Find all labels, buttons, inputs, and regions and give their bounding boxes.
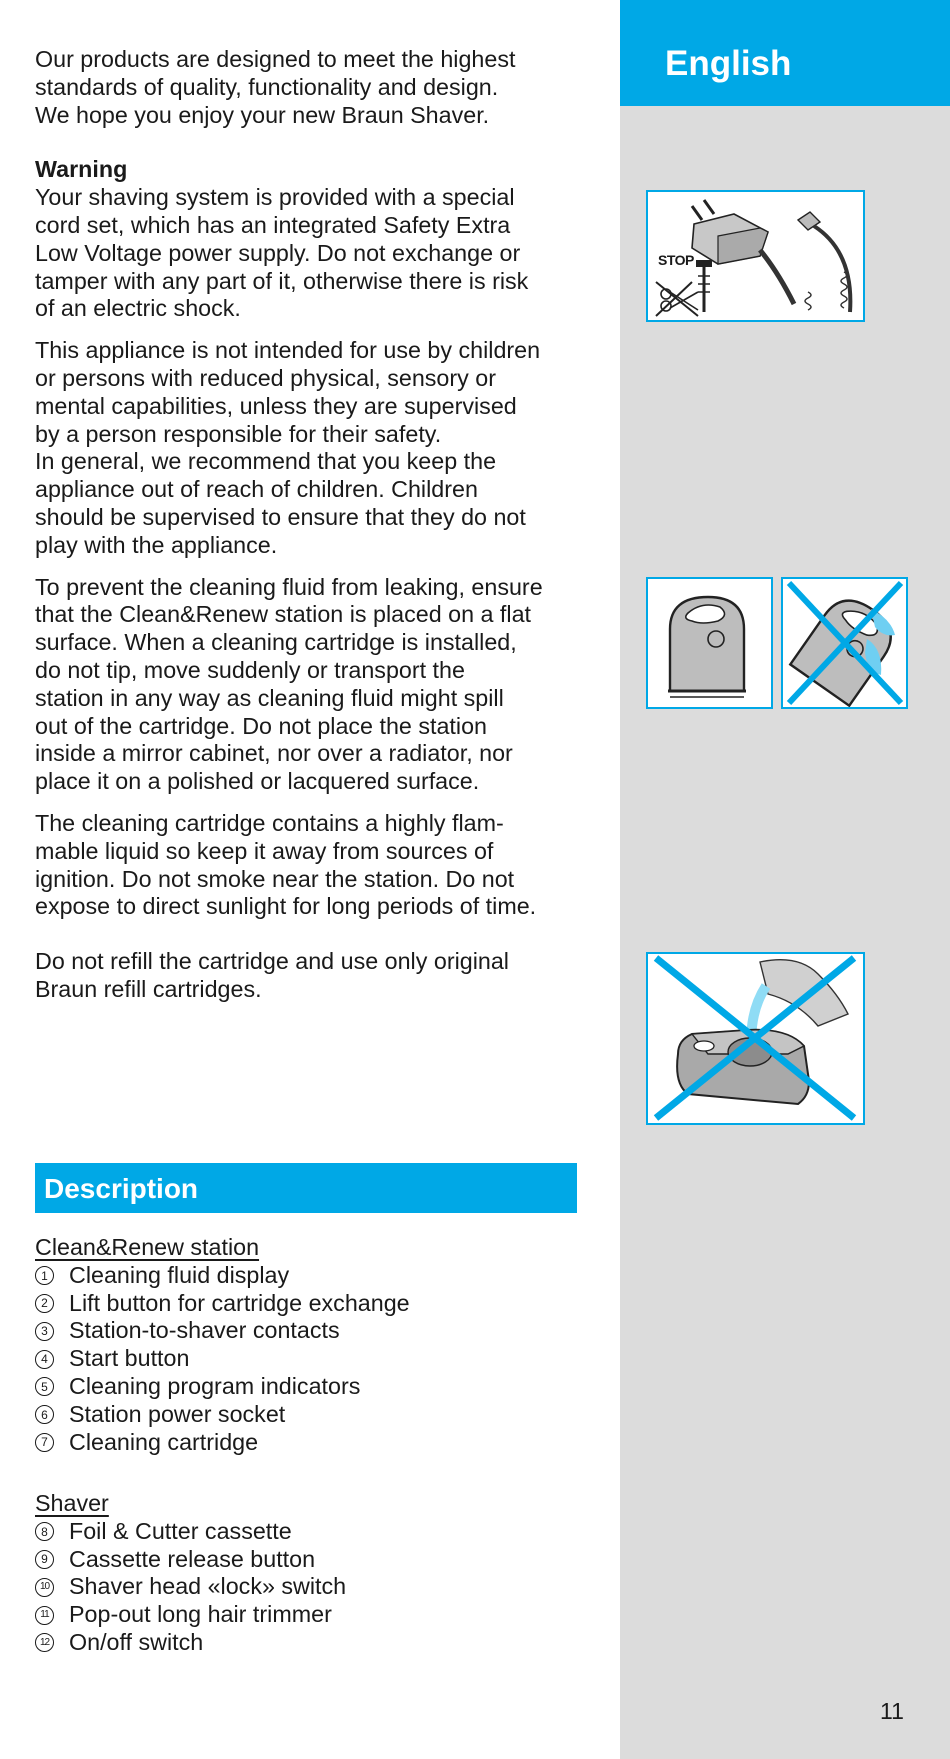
leaking-line: out of the cartridge. Do not place the station [35,712,487,739]
station-tilted-illustration [783,579,906,707]
children-line: This appliance is not intended for use by children [35,337,541,364]
language-label: English [665,44,792,83]
list-item [35,1546,595,1574]
cord-set-figure [646,190,865,322]
main-text [35,46,595,1004]
leaking-line: place it on a polished or lacquered surface. [35,768,480,795]
item-label: Pop-out long hair trimmer [69,1601,332,1628]
item-label: Foil & Cutter cassette [69,1517,292,1544]
shaver-parts-list [35,1490,595,1657]
warning-line: cord set, which has an integrated Safety Extra [35,211,511,238]
children-line: mental capabilities, unless they are supervised [35,392,517,419]
description-title: Description [44,1173,199,1204]
item-label: Cleaning cartridge [69,1428,259,1455]
item-label: On/off switch [69,1628,204,1655]
shaver-heading: Shaver [35,1490,109,1516]
flammable-line: mable liquid so keep it away from sources of [35,837,494,864]
children-line: should be supervised to ensure that they do not [35,503,526,530]
refill-forbidden-figure [646,952,865,1125]
item-number: 3 [35,1322,54,1341]
list-item [35,1518,595,1546]
item-number: 11 [35,1606,54,1625]
intro-line: Our products are designed to meet the highest [35,46,516,72]
list-item [35,1601,595,1629]
item-number: 8 [35,1522,54,1541]
station-heading: Clean&Renew station [35,1234,260,1260]
flammable-line: The cleaning cartridge contains a highly flam- [35,809,504,836]
warning-line: of an electric shock. [35,295,241,322]
item-number: 1 [35,1266,54,1285]
intro-line: We hope you enjoy your new Braun Shaver. [35,101,490,128]
station-upright-figure [646,577,773,709]
warning-line: Your shaving system is provided with a special [35,184,515,211]
scissors-icon [652,258,732,318]
list-item [35,1629,595,1657]
children-line: play with the appliance. [35,531,278,558]
item-number: 6 [35,1405,54,1424]
leaking-line: station in any way as cleaning fluid might spill [35,684,504,711]
item-label: Start button [69,1345,190,1372]
children-line: by a person responsible for their safety. [35,420,442,447]
list-item [35,1345,595,1373]
item-label: Cleaning fluid display [69,1261,290,1288]
item-label: Lift button for cartridge exchange [69,1289,410,1316]
children-line: or persons with reduced physical, sensory or [35,364,496,391]
leaking-line: that the Clean&Renew station is placed on a flat [35,601,532,628]
item-label: Shaver head «lock» switch [69,1573,347,1600]
page-number: 11 [880,1698,904,1724]
warning-title: Warning [35,156,128,183]
item-label: Station power socket [69,1400,286,1427]
list-item [35,1429,595,1457]
children-line: appliance out of reach of children. Children [35,476,478,503]
item-number: 7 [35,1433,54,1452]
station-tilted-figure [781,577,908,709]
list-item [35,1290,595,1318]
item-number: 9 [35,1550,54,1569]
refill-illustration [648,954,863,1123]
flammable-line: ignition. Do not smoke near the station. Do not [35,865,515,892]
intro-line: standards of quality, functionality and design. [35,73,499,100]
refill-line: Braun refill cartridges. [35,975,262,1002]
list-item [35,1317,595,1345]
item-number: 10 [35,1578,54,1597]
warning-line: Low Voltage power supply. Do not exchange or [35,239,521,266]
flammable-line: expose to direct sunlight for long periods of time. [35,893,537,920]
item-number: 5 [35,1377,54,1396]
station-parts-list [35,1234,595,1456]
leaking-line: surface. When a cleaning cartridge is installed, [35,629,517,656]
item-number: 4 [35,1350,54,1369]
children-line: In general, we recommend that you keep the [35,448,497,475]
refill-line: Do not refill the cartridge and use only original [35,948,509,975]
item-label: Cassette release button [69,1545,316,1572]
warning-line: tamper with any part of it, otherwise there is risk [35,267,529,294]
list-item [35,1573,595,1601]
item-number: 12 [35,1633,54,1652]
item-number: 2 [35,1294,54,1313]
list-item [35,1373,595,1401]
item-label: Cleaning program indicators [69,1372,361,1399]
list-item [35,1401,595,1429]
item-label: Station-to-shaver contacts [69,1317,340,1344]
stop-label: STOP [658,252,694,268]
list-item [35,1262,595,1290]
leaking-line: To prevent the cleaning fluid from leaking, ensure [35,573,543,600]
leaking-line: inside a mirror cabinet, nor over a radiator, nor [35,740,513,767]
leaking-line: do not tip, move suddenly or transport the [35,656,465,683]
station-upright-illustration [648,579,771,707]
